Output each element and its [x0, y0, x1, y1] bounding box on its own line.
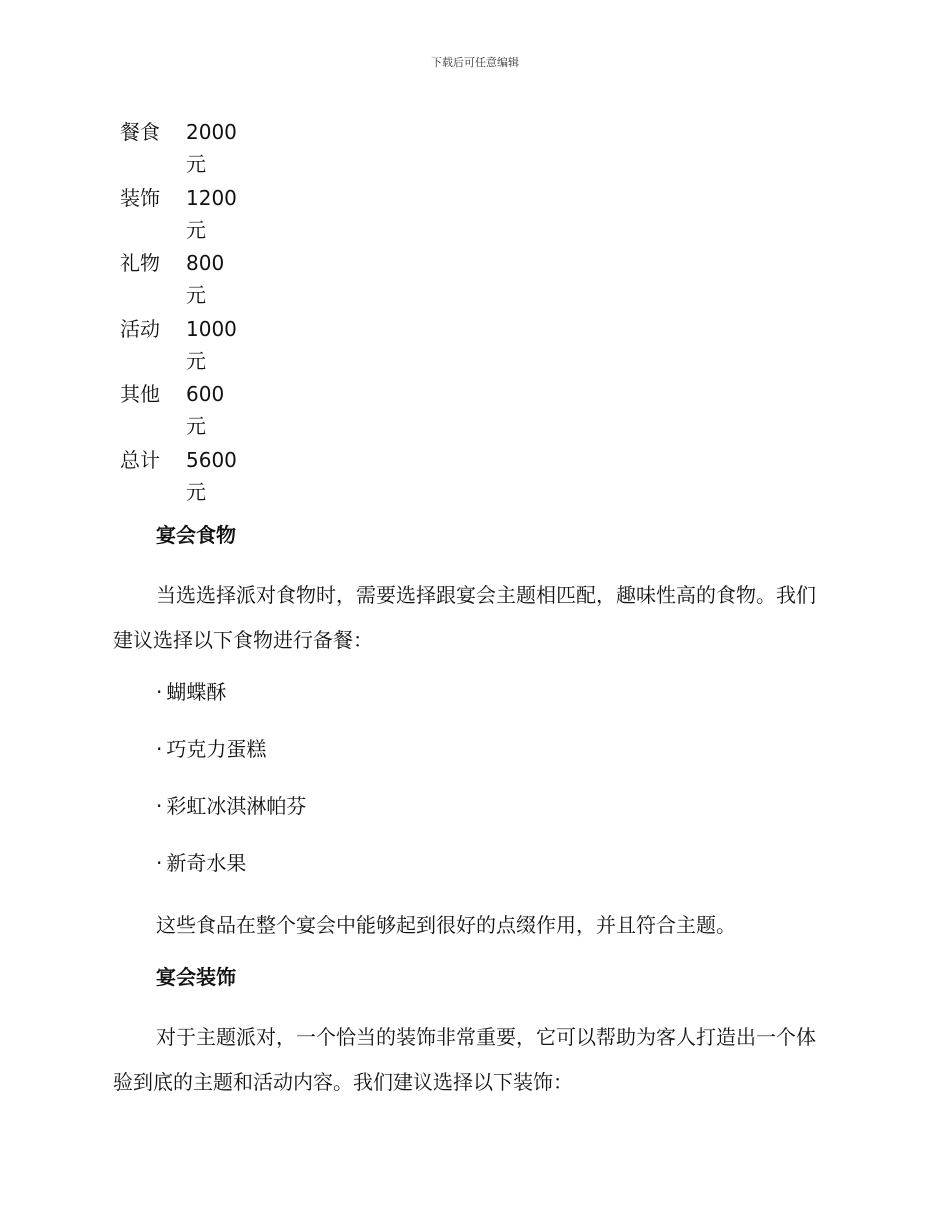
budget-label: 其他 [120, 382, 160, 406]
food-conclusion-paragraph: 这些食品在整个宴会中能够起到很好的点缀作用，并且符合主题。 [156, 913, 736, 937]
bullet-mark: · [156, 794, 163, 818]
budget-table [120, 116, 242, 509]
budget-label: 总计 [120, 447, 160, 472]
budget-amount: 1200元 [186, 185, 237, 242]
list-item-text: 彩虹冰淇淋帕芬 [166, 794, 307, 818]
budget-row [120, 182, 242, 248]
budget-row [120, 313, 242, 379]
bullet-mark: · [156, 680, 163, 704]
section-heading-decor: 宴会装饰 [156, 965, 236, 989]
budget-amount: 2000元 [186, 120, 237, 176]
budget-label: 餐食 [120, 120, 160, 144]
list-item [113, 789, 833, 823]
budget-amount: 5600元 [186, 447, 237, 504]
food-intro-paragraph: 当选选择派对食物时，需要选择跟宴会主题相匹配，趣味性高的食物。我们建议选择以下食物进行备餐： [113, 583, 816, 652]
list-item-text: 蝴蝶酥 [166, 680, 227, 704]
list-item-text: 巧克力蛋糕 [166, 737, 267, 761]
budget-row-total [120, 444, 242, 510]
budget-label: 礼物 [120, 251, 160, 275]
list-item [113, 732, 833, 766]
budget-amount: 800元 [186, 251, 225, 307]
list-item [113, 675, 833, 709]
list-item [113, 846, 833, 880]
budget-row [120, 116, 242, 182]
budget-amount: 600元 [186, 382, 225, 438]
budget-row [120, 378, 242, 444]
bullet-mark: · [156, 737, 163, 761]
section-heading-food: 宴会食物 [156, 523, 236, 547]
budget-label: 装饰 [120, 185, 160, 210]
budget-row [120, 247, 242, 313]
decor-intro-paragraph: 对于主题派对，一个恰当的装饰非常重要，它可以帮助为客人打造出一个体验到底的主题和活动内容。我们建议选择以下装饰： [113, 1025, 816, 1094]
list-item-text: 新奇水果 [166, 851, 247, 875]
bullet-mark: · [156, 851, 163, 875]
document-body [113, 518, 833, 1117]
budget-amount: 1000元 [186, 316, 237, 373]
budget-label: 活动 [120, 316, 160, 341]
page-header: 下载后可任意编辑 [431, 56, 519, 69]
